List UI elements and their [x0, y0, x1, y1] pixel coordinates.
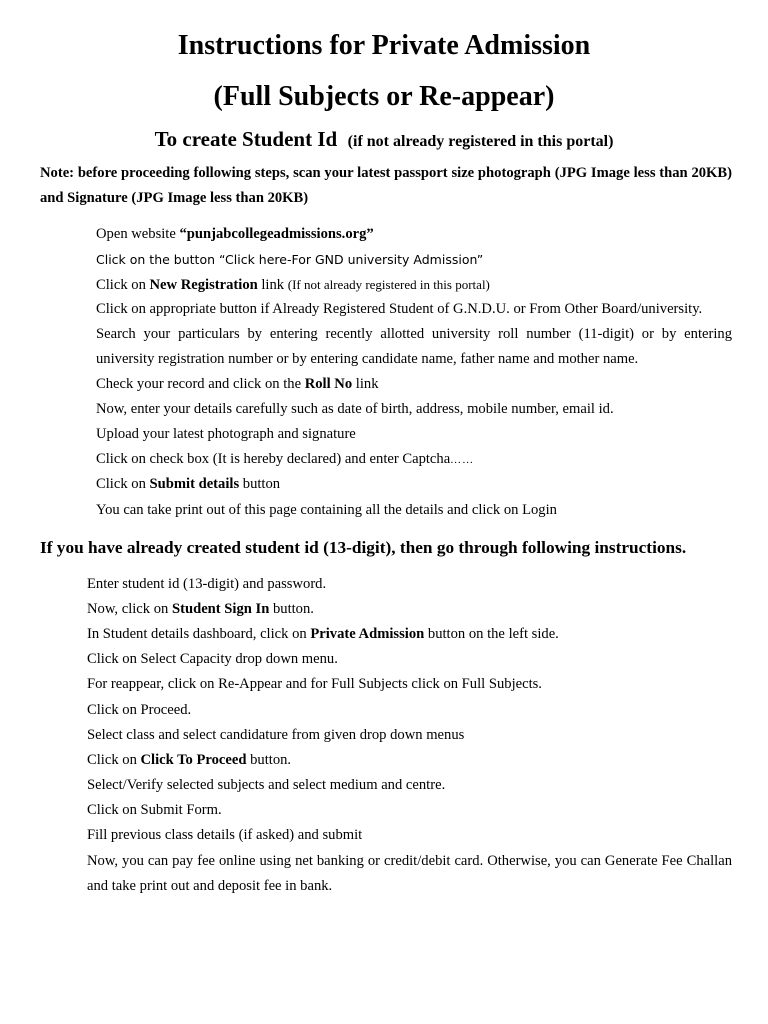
section-heading-note: (if not already registered in this portal)	[347, 133, 614, 150]
text-run: link	[352, 376, 379, 392]
bold-term: Roll No	[304, 376, 353, 392]
text-run: button	[239, 476, 281, 492]
list-item-text	[87, 597, 314, 622]
list-item-text	[87, 622, 559, 647]
list-item-text	[96, 498, 557, 523]
list-item-text	[96, 397, 614, 422]
text-run: Now, enter your details carefully such as date of birth, address, mobile number, email id.	[96, 401, 614, 417]
text-run: You can take print out of this page containing all the details and click on Login	[96, 502, 557, 518]
text-run: Fill previous class details (if asked) and submit	[87, 827, 363, 843]
list-item-text	[87, 748, 291, 773]
text-run: button.	[269, 601, 314, 617]
text-run: Upload your latest photograph and signature	[96, 426, 356, 442]
note-paragraph: Note: before proceeding following steps, scan your latest passport size photograph (JPG Image less than 20KB) and Signature (JPG Image less than 20KB)	[40, 165, 732, 206]
text-run: For reappear, click on Re-Appear and for Full Subjects click on Full Subjects.	[87, 676, 542, 692]
text-run: Enter student id (13-digit) and password.	[87, 576, 327, 592]
list-item-text	[96, 322, 732, 372]
list-item-text	[96, 247, 483, 272]
text-run: link	[257, 277, 288, 293]
list-item-text	[87, 647, 338, 672]
bold-term: Click To Proceed	[140, 752, 247, 768]
text-run: button.	[246, 752, 292, 768]
text-run: Open website	[96, 226, 180, 242]
list-item-text	[87, 572, 326, 597]
text-run: Search your particulars by entering recently allotted university roll number (11-digit) or by entering university registration number or by entering candidate name, father name and mother name.	[96, 326, 732, 367]
list-item-text	[87, 823, 362, 848]
list-item-text	[87, 698, 191, 723]
section-heading-create-id	[0, 126, 768, 155]
bold-term: Submit details	[149, 476, 240, 492]
text-run: Check your record and click on the	[96, 376, 305, 392]
list-item-text	[87, 723, 464, 748]
text-run: Select/Verify selected subjects and select medium and centre.	[87, 777, 446, 793]
bold-term: Student Sign In	[171, 601, 270, 617]
list-item-text	[96, 372, 379, 397]
text-run: Click on	[96, 277, 150, 293]
page-title: Instructions for Private Admission	[177, 30, 591, 61]
text-run: Select class and select candidature from given drop down menus	[87, 727, 465, 743]
list-item-text	[96, 272, 490, 298]
text-run: Click on Proceed.	[87, 702, 192, 718]
list-item-text	[96, 472, 280, 497]
list-item-text	[96, 222, 374, 247]
text-run: In Student details dashboard, click on	[87, 626, 311, 642]
list-item-text	[87, 773, 445, 798]
text-run: Click on	[87, 752, 141, 768]
text-run: Now, you can pay fee online using net banking or credit/debit card. Otherwise, you can Generate Fee Challan and take print out and deposit fee in bank.	[87, 853, 732, 894]
text-run: Click on	[96, 476, 150, 492]
text-run: Click on appropriate button if Already Registered Student of G.N.D.U. or From Other Board/university.	[96, 301, 703, 317]
list-item-text	[87, 849, 732, 899]
page-subtitle-line: (Full Subjects or Re-appear)	[213, 81, 555, 112]
text-run: button on the left side.	[424, 626, 559, 642]
text-run: Now, click on	[87, 601, 172, 617]
bold-term: New Registration	[149, 277, 258, 293]
list-item-text	[87, 798, 222, 823]
bold-term: Private Admission	[310, 626, 425, 642]
text-run: ) and enter Captcha	[336, 451, 451, 467]
list-item-text	[87, 672, 542, 697]
text-run: Click on the button “Click here-For GND university Admission”	[96, 252, 484, 267]
ellipsis-text: ……	[450, 454, 475, 466]
text-run: Click on Select Capacity drop down menu.	[87, 651, 338, 667]
section-heading-main: To create Student Id	[154, 127, 338, 151]
list-item-text	[96, 422, 356, 447]
bold-term: “punjabcollegeadmissions.org”	[179, 226, 374, 242]
list-item-text	[96, 297, 702, 322]
list-item-text	[96, 447, 474, 473]
section-heading-existing-id: If you have already created student id (13-digit), then go through following instructions.	[40, 538, 687, 557]
text-run: Click on Submit Form.	[87, 802, 222, 818]
aside-text: (If not already registered in this portal)	[287, 277, 490, 292]
text-run: Click on check box (It is hereby declared	[96, 451, 337, 467]
